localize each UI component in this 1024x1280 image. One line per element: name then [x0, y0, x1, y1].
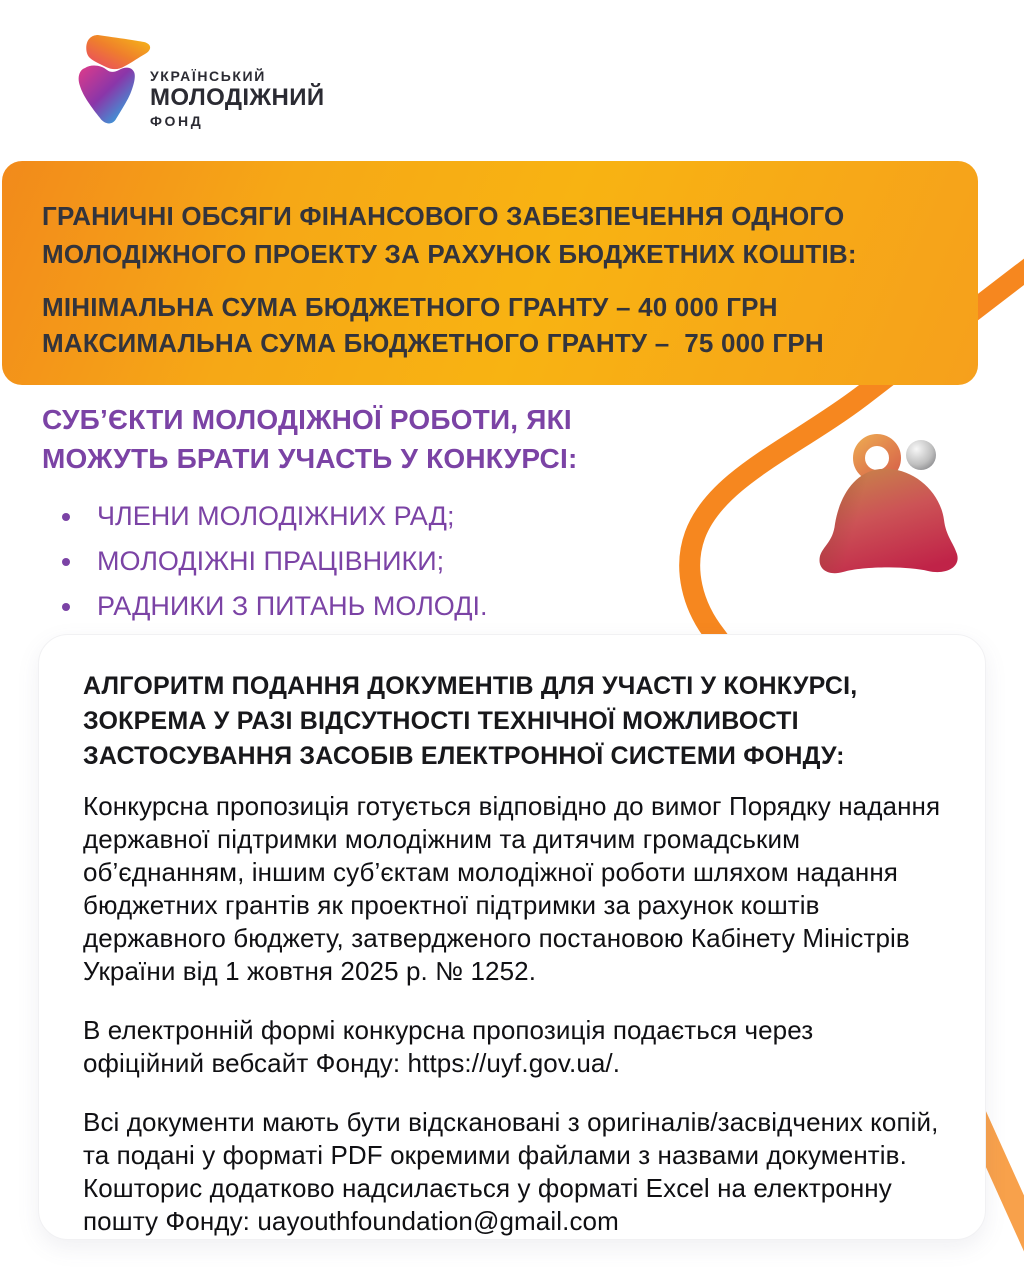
min-grant-line [42, 289, 940, 325]
banner-heading-line-1: ГРАНИЧНІ ОБСЯГИ ФІНАНСОВОГО ЗАБЕЗПЕЧЕННЯ ОДНОГО [42, 201, 845, 231]
card-heading [83, 669, 941, 774]
list-item [42, 494, 577, 539]
logo [76, 30, 325, 130]
funding-limits-banner [2, 161, 978, 385]
list-item-label: РАДНИКИ З ПИТАНЬ МОЛОДІ. [97, 591, 488, 621]
logo-text [150, 30, 325, 129]
list-item [42, 539, 577, 584]
logo-line-country: УКРАЇНСЬКИЙ [150, 68, 266, 84]
logo-line-fund: ФОНД [150, 113, 204, 129]
max-grant-line [42, 325, 940, 361]
list-item-label: ЧЛЕНИ МОЛОДІЖНИХ РАД; [97, 501, 455, 531]
max-grant-label: МАКСИМАЛЬНА [42, 328, 253, 358]
subjects-heading-line-1: СУБ’ЄКТИ МОЛОДІЖНОЇ РОБОТИ, ЯКІ [42, 404, 572, 435]
subjects-list [42, 494, 577, 629]
banner-heading [42, 197, 940, 273]
card-heading-line-1: АЛГОРИТМ ПОДАННЯ ДОКУМЕНТІВ ДЛЯ УЧАСТІ У КОНКУРСІ, [83, 672, 858, 700]
max-grant-value: СУМА БЮДЖЕТНОГО ГРАНТУ – 75 000 ГРН [252, 328, 824, 358]
banner-heading-line-2: МОЛОДІЖНОГО ПРОЕКТУ ЗА РАХУНОК БЮДЖЕТНИХ КОШТІВ: [42, 239, 857, 269]
list-item [42, 584, 577, 629]
subjects-heading-line-2: МОЖУТЬ БРАТИ УЧАСТЬ У КОНКУРСІ: [42, 443, 578, 474]
min-grant-value: СУМА БЮДЖЕТНОГО ГРАНТУ – 40 000 ГРН [214, 292, 778, 322]
subjects-heading [42, 400, 577, 478]
card-paragraph-procedure: Конкурсна пропозиція готується відповідно до вимог Порядку надання державної підтримки молодіжним та дитячим громадським об’єднанням, іншим суб’єктам молодіжної роботи шляхом надання бюджетних грантів як проектної підтримки за рахунок коштів державного бюджету, затвердженого постановою Кабінету Міністрів України від 1 жовтня 2025 р. № 1252. [83, 791, 941, 986]
grant-amounts [42, 289, 940, 361]
list-item-label: МОЛОДІЖНІ ПРАЦІВНИКИ; [97, 546, 445, 576]
min-grant-label: МІНІМАЛЬНА [42, 292, 215, 322]
card-paragraph-documents: Всі документи мають бути відскановані з оригіналів/засвідчених копій, та подані у форматі PDF окремими файлами з назвами документів. Кошторис додатково надсилається у форматі Excel на електронну пошту Фонду: uayouthfoundation@gmail.com [83, 1107, 939, 1236]
subjects-section [42, 400, 577, 629]
bullet-dot-icon [62, 558, 70, 566]
info-card [38, 634, 986, 1240]
bullet-dot-icon [62, 603, 70, 611]
uyf-logo-mark-icon [76, 30, 158, 130]
card-heading-line-2: ЗОКРЕМА У РАЗІ ВІДСУТНОСТІ ТЕХНІЧНОЇ МОЖЛИВОСТІ [83, 707, 799, 735]
card-heading-line-3: ЗАСТОСУВАННЯ ЗАСОБІВ ЕЛЕКТРОННОЇ СИСТЕМИ ФОНДУ: [83, 742, 845, 770]
logo-line-youth: МОЛОДІЖНИЙ [150, 84, 325, 111]
card-paragraph-website: В електронній формі конкурсна пропозиція подається через офіційний вебсайт Фонду: https://uyf.gov.ua/. [83, 1015, 814, 1078]
bell-3d-icon [803, 424, 978, 594]
bullet-dot-icon [62, 513, 70, 521]
